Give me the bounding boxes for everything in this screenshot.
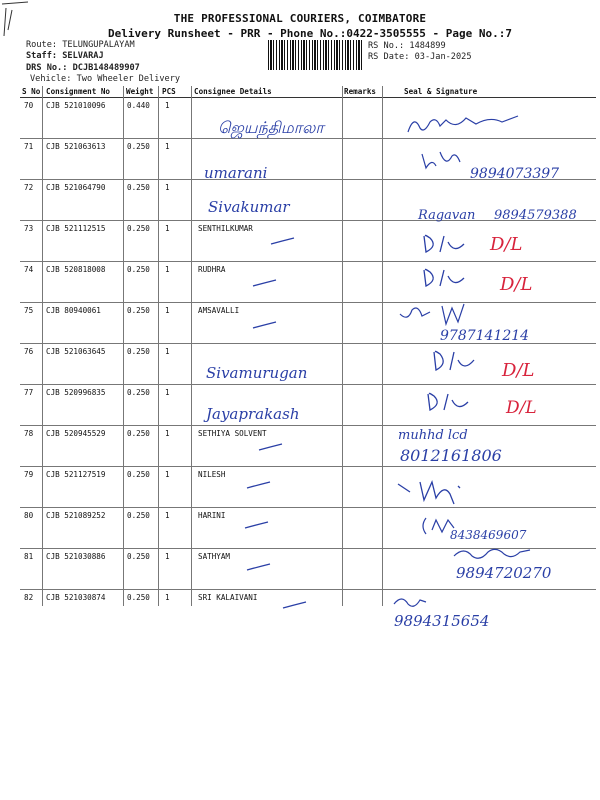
row-weight: 0.440 xyxy=(127,101,150,110)
row-weight: 0.250 xyxy=(127,347,150,356)
handwritten-consignee-70: ஜெயந்திமாலா xyxy=(218,118,324,137)
signature-81 xyxy=(452,544,532,564)
row-pcs: 1 xyxy=(165,593,170,602)
phone-80: 8438469607 xyxy=(450,528,527,542)
row-consignment: CJB 521030874 xyxy=(46,593,106,602)
signature-75 xyxy=(398,300,468,330)
signature-71 xyxy=(420,148,464,172)
row-sno: 70 xyxy=(24,101,34,110)
phone-82: 9894315654 xyxy=(394,612,490,630)
row-pcs: 1 xyxy=(165,511,170,520)
signature-82 xyxy=(392,592,428,612)
row-weight: 0.250 xyxy=(127,265,150,274)
table-row xyxy=(20,426,596,467)
row-sno: 76 xyxy=(24,347,34,356)
row-consignee: SRI KALAIVANI xyxy=(198,593,258,602)
handwritten-consignee-72: Sivakumar xyxy=(208,198,290,216)
company-title: THE PROFESSIONAL COURIERS, COIMBATORE xyxy=(173,12,427,25)
row-consignment: CJB 521089252 xyxy=(46,511,106,520)
row-sno: 73 xyxy=(24,224,34,233)
drs-line xyxy=(26,63,140,73)
row-weight: 0.250 xyxy=(127,511,150,520)
tick-mark xyxy=(246,562,272,572)
row-weight: 0.250 xyxy=(127,183,150,192)
table-row xyxy=(20,467,596,508)
row-sno: 74 xyxy=(24,265,34,274)
route-label: Route: xyxy=(26,40,58,50)
runsheet-subtitle: Delivery Runsheet - PRR - Phone No.:0422-3505555 - Page No.:7 xyxy=(108,27,512,40)
row-consignment: CJB 521063645 xyxy=(46,347,106,356)
row-consignment: CJB 520818008 xyxy=(46,265,106,274)
row-consignee: SETHIYA SOLVENT xyxy=(198,429,267,438)
row-sno: 82 xyxy=(24,593,34,602)
rs-no-value: 1484899 xyxy=(409,41,446,51)
table-header xyxy=(20,86,596,98)
staff-value: SELVARAJ xyxy=(62,51,104,61)
col-sno: S No xyxy=(22,87,41,96)
row-pcs: 1 xyxy=(165,388,170,397)
vehicle-value: Two Wheeler Delivery xyxy=(76,74,181,84)
row-consignee: AMSAVALLI xyxy=(198,306,240,315)
signature-74 xyxy=(420,266,466,290)
row-consignee: SENTHILKUMAR xyxy=(198,224,253,233)
handwritten-consignee-76: Sivamurugan xyxy=(206,364,308,382)
row-pcs: 1 xyxy=(165,552,170,561)
rs-date-line xyxy=(368,52,472,62)
signature-77 xyxy=(424,390,470,414)
row-weight: 0.250 xyxy=(127,552,150,561)
row-pcs: 1 xyxy=(165,470,170,479)
row-weight: 0.250 xyxy=(127,429,150,438)
phone-71: 9894073397 xyxy=(470,166,560,182)
tick-mark xyxy=(246,480,272,490)
rs-no-label: RS No.: xyxy=(368,41,405,51)
signature-73 xyxy=(420,232,466,256)
row-sno: 71 xyxy=(24,142,34,151)
row-weight: 0.250 xyxy=(127,224,150,233)
table-row xyxy=(20,590,596,631)
row-consignment: CJB 521010096 xyxy=(46,101,106,110)
phone-78: 8012161806 xyxy=(400,446,502,465)
row-consignment: CJB 520945529 xyxy=(46,429,106,438)
row-consignee: NILESH xyxy=(198,470,226,479)
row-sno: 72 xyxy=(24,183,34,192)
row-pcs: 1 xyxy=(165,347,170,356)
phone-75: 9787141214 xyxy=(440,328,530,344)
rs-date-label: RS Date: xyxy=(368,52,410,62)
row-weight: 0.250 xyxy=(127,142,150,151)
col-consignment: Consignment No xyxy=(46,87,111,96)
row-sno: 75 xyxy=(24,306,34,315)
signature-78: muhhd lcd xyxy=(398,428,468,443)
row-weight: 0.250 xyxy=(127,470,150,479)
row-sno: 80 xyxy=(24,511,34,520)
tick-mark xyxy=(252,278,278,288)
barcode xyxy=(268,40,364,70)
staff-label: Staff: xyxy=(26,51,58,61)
col-remarks: Remarks xyxy=(344,87,377,96)
staff-line xyxy=(26,51,104,61)
dl-mark-76: D/L xyxy=(502,360,535,381)
tick-mark xyxy=(258,442,284,452)
row-sno: 77 xyxy=(24,388,34,397)
row-sno: 78 xyxy=(24,429,34,438)
row-consignment: CJB 520996835 xyxy=(46,388,106,397)
row-pcs: 1 xyxy=(165,265,170,274)
col-pcs: PCS xyxy=(162,87,176,96)
tick-mark xyxy=(244,520,270,530)
signature-72: Ragavan xyxy=(418,208,476,223)
dl-mark-73: D/L xyxy=(490,234,523,255)
row-consignment: CJB 521112515 xyxy=(46,224,106,233)
vehicle-label: Vehicle: xyxy=(30,74,72,84)
row-pcs: 1 xyxy=(165,101,170,110)
row-consignee: SATHYAM xyxy=(198,552,231,561)
row-weight: 0.250 xyxy=(127,593,150,602)
row-consignment: CJB 521064790 xyxy=(46,183,106,192)
tick-mark xyxy=(270,236,296,246)
row-consignment: CJB 521030886 xyxy=(46,552,106,561)
drs-value: DCJB148489907 xyxy=(72,63,140,73)
drs-label: DRS No.: xyxy=(26,63,68,73)
vehicle-line xyxy=(30,74,180,84)
row-consignment: CJB 80940061 xyxy=(46,306,101,315)
phone-81: 9894720270 xyxy=(456,564,552,582)
signature-79 xyxy=(396,476,470,506)
route-line xyxy=(26,40,135,50)
handwritten-consignee-77: Jayaprakash xyxy=(206,405,300,423)
col-consignee: Consignee Details xyxy=(194,87,272,96)
row-sno: 79 xyxy=(24,470,34,479)
row-consignment: CJB 521063613 xyxy=(46,142,106,151)
rs-no-line xyxy=(368,41,446,51)
row-consignee: HARINI xyxy=(198,511,226,520)
col-weight: Weight xyxy=(126,87,154,96)
phone-72: 9894579388 xyxy=(494,208,577,223)
rs-date-value: 03-Jan-2025 xyxy=(414,52,472,62)
row-weight: 0.250 xyxy=(127,388,150,397)
dl-mark-74: D/L xyxy=(500,274,533,295)
signature-70 xyxy=(406,112,526,138)
row-consignee: RUDHRA xyxy=(198,265,226,274)
col-seal: Seal & Signature xyxy=(404,87,478,96)
row-pcs: 1 xyxy=(165,429,170,438)
row-pcs: 1 xyxy=(165,183,170,192)
handwritten-consignee-71: umarani xyxy=(204,164,268,182)
route-value: TELUNGUPALAYAM xyxy=(62,40,135,50)
row-pcs: 1 xyxy=(165,306,170,315)
row-consignment: CJB 521127519 xyxy=(46,470,106,479)
row-pcs: 1 xyxy=(165,142,170,151)
tick-mark xyxy=(252,320,278,330)
tick-mark xyxy=(282,600,308,610)
row-pcs: 1 xyxy=(165,224,170,233)
row-sno: 81 xyxy=(24,552,34,561)
signature-76 xyxy=(430,348,476,374)
dl-mark-77: D/L xyxy=(506,398,537,418)
row-weight: 0.250 xyxy=(127,306,150,315)
